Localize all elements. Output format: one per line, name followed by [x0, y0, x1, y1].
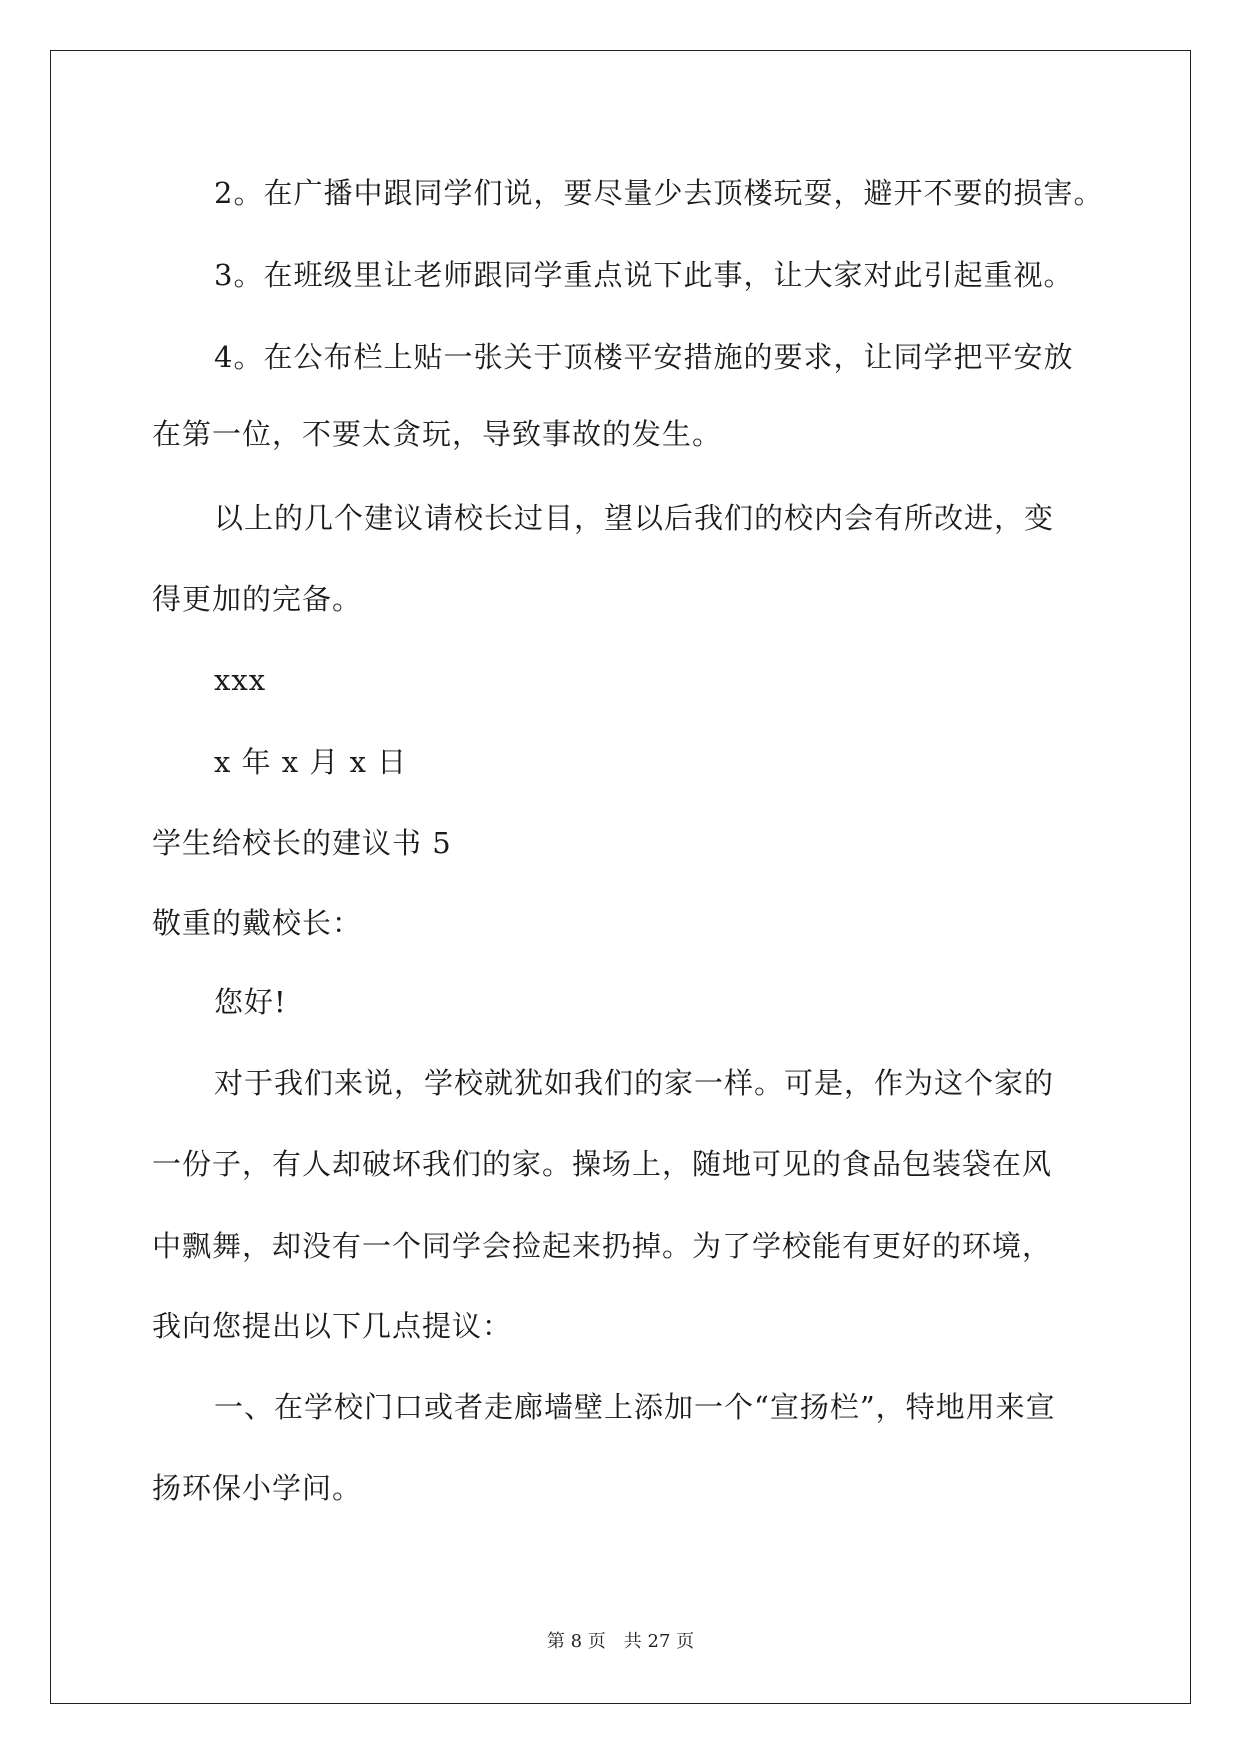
- paragraph-line: 中飘舞，却没有一个同学会捡起来扔掉。为了学校能有更好的环境，: [152, 1229, 1053, 1263]
- page-footer: [0, 1630, 1241, 1654]
- signature-date: x 年 x 月 x 日: [214, 745, 408, 779]
- paragraph-line: 一份子，有人却破坏我们的家。操场上，随地可见的食品包装袋在风: [152, 1147, 1053, 1181]
- paragraph-line: 4。在公布栏上贴一张关于顶楼平安措施的要求，让同学把平安放: [214, 340, 1074, 374]
- page-frame: [50, 50, 1191, 1704]
- paragraph-line: 以上的几个建议请校长过目，望以后我们的校内会有所改进，变: [214, 501, 1055, 535]
- paragraph-line: 对于我们来说，学校就犹如我们的家一样。可是，作为这个家的: [214, 1066, 1055, 1100]
- greeting: 您好!: [214, 985, 287, 1019]
- paragraph-line: 我向您提出以下几点提议：: [152, 1309, 513, 1343]
- section-title: 学生给校长的建议书 5: [152, 826, 452, 860]
- salutation: 敬重的戴校长：: [152, 906, 363, 940]
- paragraph-line: 扬环保小学问。: [152, 1471, 363, 1505]
- paragraph-line: 一、在学校门口或者走廊墙壁上添加一个“宣扬栏”，特地用来宣: [214, 1390, 1056, 1424]
- paragraph-line: 3。在班级里让老师跟同学重点说下此事，让大家对此引起重视。: [214, 258, 1074, 292]
- page-number: 第 8 页: [546, 1631, 606, 1652]
- page-total: 共 27 页: [623, 1631, 695, 1652]
- paragraph-line: 得更加的完备。: [152, 582, 363, 616]
- paragraph-line: 2。在广播中跟同学们说，要尽量少去顶楼玩耍，避开不要的损害。: [214, 176, 1104, 210]
- paragraph-line: 在第一位，不要太贪玩，导致事故的发生。: [152, 417, 723, 451]
- signature-name: xxx: [214, 663, 267, 697]
